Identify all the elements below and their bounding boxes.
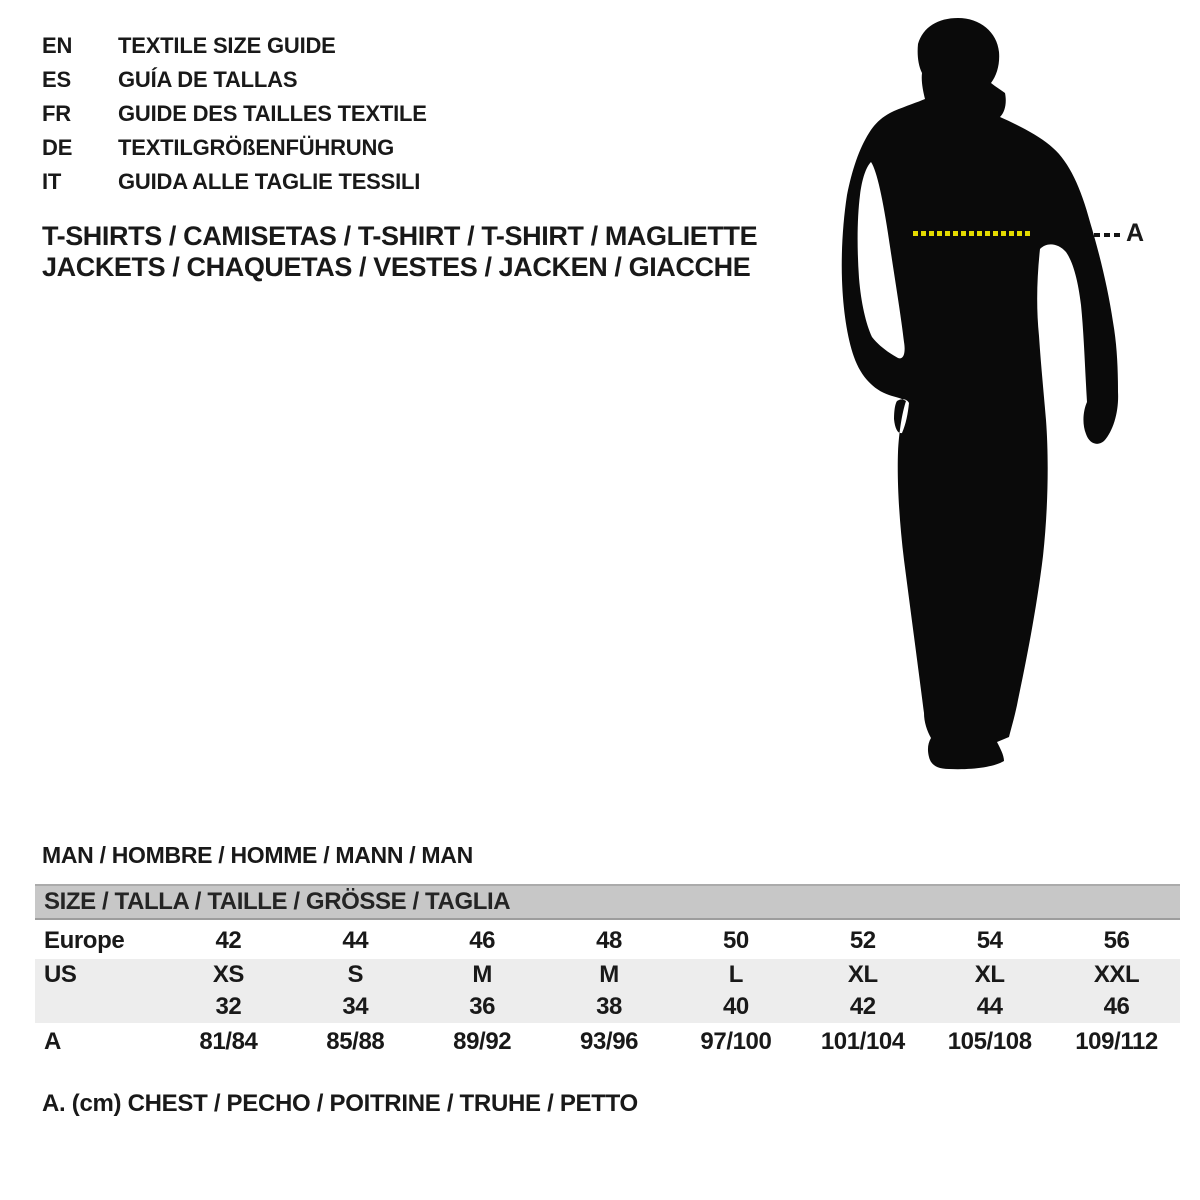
size-table <box>35 884 1180 1060</box>
size-cell: XXL <box>1093 961 1140 988</box>
category-lines <box>42 221 757 283</box>
table-row <box>35 991 1180 1023</box>
size-cell: 38 <box>596 993 623 1020</box>
size-cell: 42 <box>215 926 242 954</box>
size-cell: L <box>728 961 744 988</box>
language-code: EN <box>42 33 73 58</box>
size-cell: 40 <box>722 993 749 1020</box>
language-label: TEXTILGRÖßENFÜHRUNG <box>118 135 395 160</box>
size-cell: 48 <box>596 926 623 954</box>
language-label: GUIDE DES TAILLES TEXTILE <box>118 101 427 126</box>
category-line-tshirts: T-SHIRTS / CAMISETAS / T-SHIRT / T-SHIRT / MAGLIETTE <box>42 221 758 251</box>
size-cell: 36 <box>469 993 496 1020</box>
man-silhouette <box>833 8 1128 788</box>
language-code: ES <box>42 67 71 92</box>
row-label <box>35 991 165 1023</box>
row-label: US <box>44 961 77 988</box>
language-row <box>42 97 427 131</box>
size-cell: M <box>599 961 619 988</box>
language-code: DE <box>42 135 73 160</box>
language-label: GUIDA ALLE TAGLIE TESSILI <box>118 169 421 194</box>
size-cell: 44 <box>342 926 369 954</box>
measurement-footnote: A. (cm) CHEST / PECHO / POITRINE / TRUHE / PETTO <box>42 1090 638 1117</box>
table-row <box>35 1023 1180 1060</box>
chest-measure-dotted-line <box>913 231 1032 236</box>
language-title-block <box>42 29 427 199</box>
section-heading: MAN / HOMBRE / HOMME / MANN / MAN <box>42 842 473 868</box>
size-cell: 46 <box>1103 993 1130 1020</box>
size-cell: 50 <box>722 926 749 954</box>
size-cell: 81/84 <box>199 1027 258 1055</box>
language-label: GUÍA DE TALLAS <box>118 67 298 92</box>
language-row <box>42 131 427 165</box>
size-cell: 105/108 <box>947 1027 1032 1055</box>
language-code: IT <box>42 169 62 194</box>
size-cell: XL <box>847 961 878 988</box>
size-cell: 34 <box>342 993 369 1020</box>
language-row <box>42 165 427 199</box>
language-code: FR <box>42 101 71 126</box>
table-row <box>35 959 1180 991</box>
table-row <box>35 922 1180 959</box>
size-cell: 101/104 <box>820 1027 905 1055</box>
size-cell: 89/92 <box>453 1027 512 1055</box>
size-cell: XS <box>212 961 245 988</box>
size-table-header: SIZE / TALLA / TAILLE / GRÖSSE / TAGLIA <box>35 884 1180 920</box>
measure-callout-dashes <box>1094 233 1120 237</box>
language-row <box>42 63 427 97</box>
size-cell: 97/100 <box>700 1027 772 1055</box>
category-line-jackets: JACKETS / CHAQUETAS / VESTES / JACKEN / GIACCHE <box>42 252 751 282</box>
size-cell: 46 <box>469 926 496 954</box>
size-cell: 52 <box>849 926 876 954</box>
size-cell: 54 <box>976 926 1003 954</box>
size-cell: 44 <box>976 993 1003 1020</box>
size-table-grid <box>35 922 1180 1060</box>
size-cell: 32 <box>215 993 242 1020</box>
size-cell: 85/88 <box>326 1027 385 1055</box>
size-cell: M <box>472 961 492 988</box>
size-cell: XL <box>974 961 1005 988</box>
size-cell: 56 <box>1103 926 1130 954</box>
measure-label-a: A <box>1126 219 1145 247</box>
size-cell: S <box>347 961 364 988</box>
row-label: A <box>44 1027 61 1055</box>
size-cell: 93/96 <box>580 1027 639 1055</box>
language-row <box>42 29 427 63</box>
language-label: TEXTILE SIZE GUIDE <box>118 33 336 58</box>
size-cell: 42 <box>849 993 876 1020</box>
size-cell: 109/112 <box>1075 1027 1158 1055</box>
row-label: Europe <box>44 926 125 954</box>
